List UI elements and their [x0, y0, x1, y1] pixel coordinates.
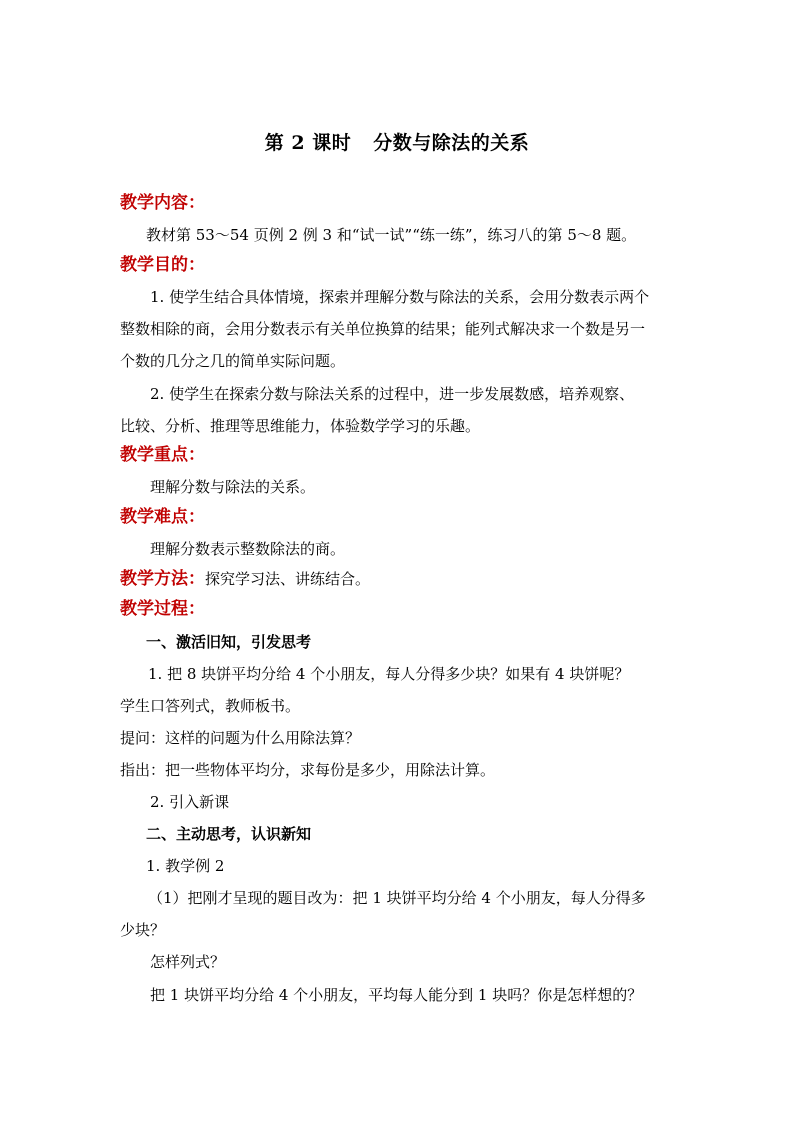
method-row — [120, 569, 370, 589]
part2-step1-line1: （1）把刚才呈现的题目改为：把 1 块饼平均分给 4 个小朋友，每人分得多 — [148, 889, 646, 907]
difficulty-heading: 教学难点： — [120, 507, 205, 527]
part1-title: 一、激活旧知，引发思考 — [146, 633, 312, 651]
goals-heading: 教学目的： — [120, 255, 205, 275]
method-text: 探究学习法、讲练结合。 — [205, 570, 371, 588]
lesson-number: 第 2 课时 — [264, 132, 352, 154]
key-heading: 教学重点： — [120, 445, 205, 465]
process-heading: 教学过程： — [120, 599, 205, 619]
part2-example: 1. 教学例 2 — [146, 857, 225, 875]
part2-how: 怎样列式？ — [150, 953, 226, 971]
lesson-topic: 分数与除法的关系 — [373, 132, 530, 154]
difficulty-text: 理解分数表示整数除法的商。 — [150, 540, 346, 558]
goal2-line1: 2. 使学生在探索分数与除法关系的过程中，进一步发展数感，培养观察、 — [150, 385, 635, 403]
part1-intro: 2. 引入新课 — [150, 793, 230, 811]
content-heading: 教学内容： — [120, 193, 205, 213]
part1-ask: 提问：这样的问题为什么用除法算？ — [120, 729, 361, 747]
lesson-title — [0, 128, 794, 155]
goal1-line3: 个数的几分之几的简单实际问题。 — [120, 352, 346, 370]
part2-title: 二、主动思考，认识新知 — [146, 825, 312, 843]
goal1-line1: 1. 使学生结合具体情境，探索并理解分数与除法的关系，会用分数表示两个 — [150, 288, 650, 306]
part1-point: 指出：把一些物体平均分，求每份是多少，用除法计算。 — [120, 761, 496, 779]
part1-question: 1. 把 8 块饼平均分给 4 个小朋友，每人分得多少块？如果有 4 块饼呢？ — [148, 665, 630, 683]
goal1-line2: 整数相除的商，会用分数表示有关单位换算的结果；能列式解决求一个数是另一 — [120, 320, 646, 338]
part1-answer: 学生口答列式，教师板书。 — [120, 697, 301, 715]
part2-question: 把 1 块饼平均分给 4 个小朋友，平均每人能分到 1 块吗？你是怎样想的？ — [150, 986, 643, 1004]
content-text: 教材第 53～54 页例 2 例 3 和“试一试”“练一练”，练习八的第 5～8 题。 — [146, 226, 637, 244]
key-text: 理解分数与除法的关系。 — [150, 478, 316, 496]
goal2-line2: 比较、分析、推理等思维能力，体验数学学习的乐趣。 — [120, 417, 481, 435]
method-heading: 教学方法： — [120, 569, 205, 589]
part2-step1-line2: 少块？ — [120, 921, 166, 939]
